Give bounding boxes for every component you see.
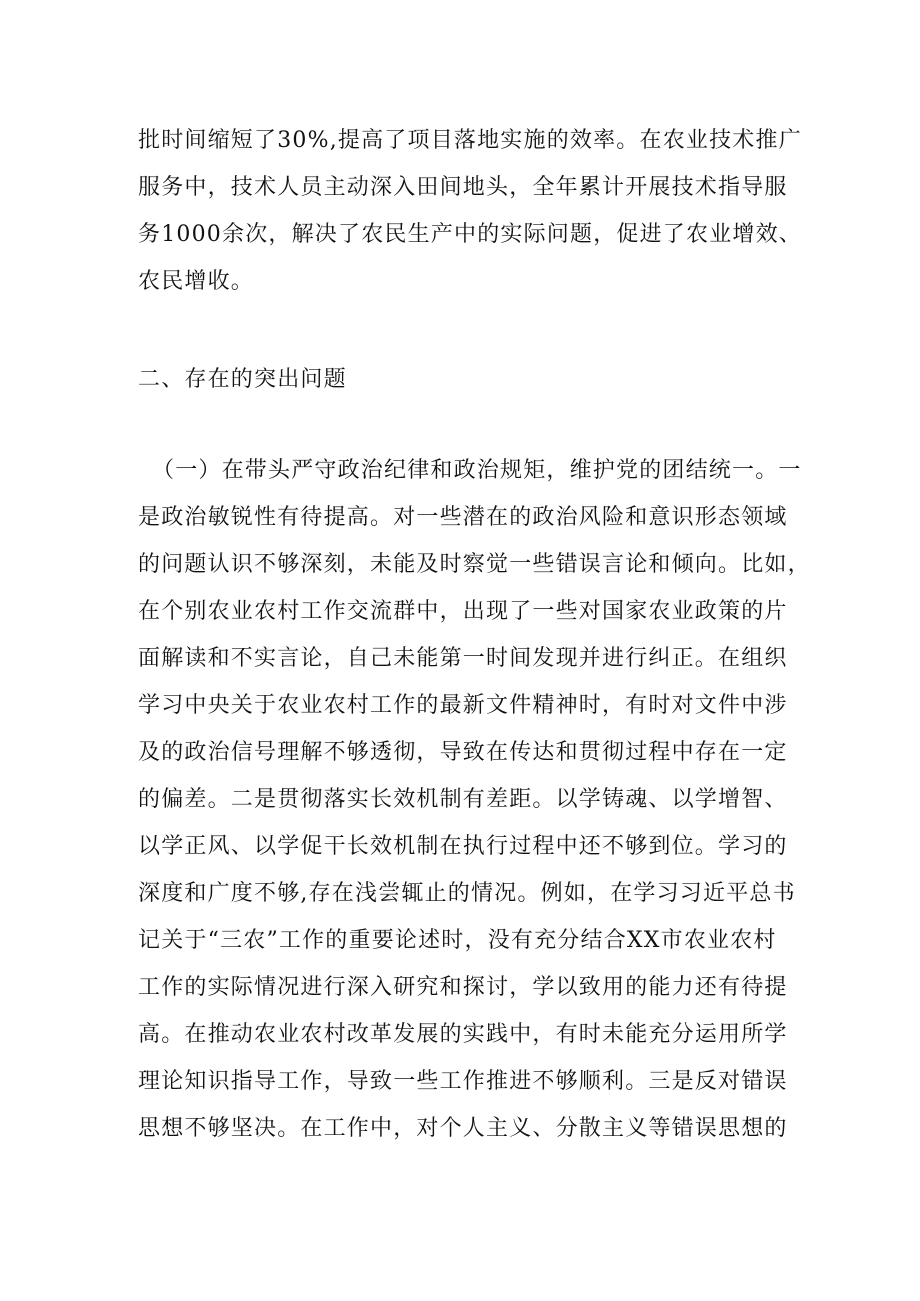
section-heading: 二、存在的突出问题 bbox=[138, 367, 347, 392]
paragraph-line: 工作的实际情况进行深入研究和探讨，学以致用的能力还有待提 bbox=[138, 975, 788, 1000]
paragraph-line: 面解读和不实言论，自己未能第一时间发现并进行纠正。在组织 bbox=[138, 646, 788, 671]
paragraph-line: 服务中，技术人员主动深入田间地头，全年累计开展技术指导服 bbox=[138, 175, 788, 200]
paragraph-line: 是政治敏锐性有待提高。对一些潜在的政治风险和意识形态领域 bbox=[138, 505, 788, 530]
paragraph-line: 记关于“三农”工作的重要论述时，没有充分结合XX市农业农村 bbox=[138, 928, 777, 953]
paragraph-line: （一）在带头严守政治纪律和政治规矩，维护党的团结统一。一 bbox=[152, 458, 802, 483]
paragraph-line: 农民增收。 bbox=[138, 269, 255, 294]
paragraph-line: 的偏差。二是贯彻落实长效机制有差距。以学铸魂、以学增智、 bbox=[138, 787, 788, 812]
paragraph-line: 学习中央关于农业农村工作的最新文件精神时，有时对文件中涉 bbox=[138, 693, 788, 718]
paragraph-line: 批时间缩短了30%,提高了项目落地实施的效率。在农业技术推广 bbox=[138, 128, 802, 153]
paragraph-line: 思想不够坚决。在工作中，对个人主义、分散主义等错误思想的 bbox=[138, 1116, 788, 1141]
paragraph-line: 以学正风、以学促干长效机制在执行过程中还不够到位。学习的 bbox=[138, 834, 788, 859]
paragraph-line: 及的政治信号理解不够透彻，导致在传达和贯彻过程中存在一定 bbox=[138, 740, 788, 765]
paragraph-line: 深度和广度不够,存在浅尝辄止的情况。例如，在学习习近平总书 bbox=[138, 881, 796, 906]
paragraph-line: 务1000余次，解决了农民生产中的实际问题，促进了农业增效、 bbox=[138, 222, 802, 247]
paragraph-line: 的问题认识不够深刻，未能及时察觉一些错误言论和倾向。比如， bbox=[138, 552, 811, 577]
paragraph-line: 理论知识指导工作，导致一些工作推进不够顺利。三是反对错误 bbox=[138, 1069, 788, 1094]
paragraph-line: 高。在推动农业农村改革发展的实践中，有时未能充分运用所学 bbox=[138, 1022, 788, 1047]
paragraph-line: 在个别农业农村工作交流群中，出现了一些对国家农业政策的片 bbox=[138, 599, 788, 624]
